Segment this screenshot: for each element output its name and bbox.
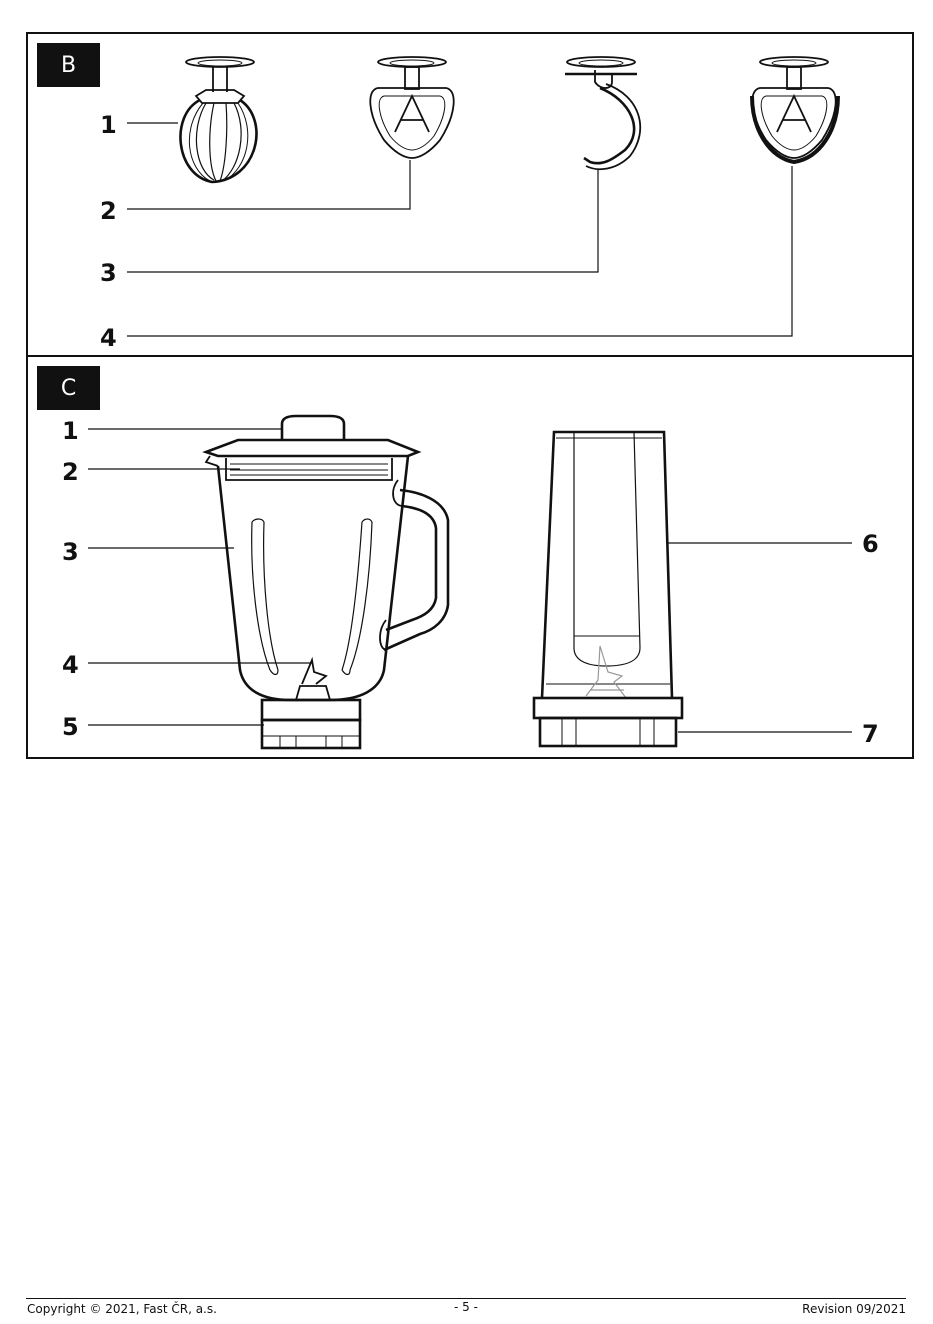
footer-copyright: Copyright © 2021, Fast ČR, a.s.: [27, 1302, 217, 1316]
callout-b-3: 3: [100, 259, 117, 287]
callout-c-6: 6: [862, 530, 879, 558]
dough-hook-illustration: [565, 57, 640, 169]
whisk-illustration: [180, 57, 256, 182]
callout-c-1: 1: [62, 417, 79, 445]
blender-jar-illustration: [206, 416, 448, 748]
flex-beater-illustration: [752, 57, 838, 162]
callout-c-7: 7: [862, 720, 879, 748]
page-footer: [26, 1298, 906, 1316]
callout-c-4: 4: [62, 651, 79, 679]
personal-blender-illustration: [534, 432, 682, 746]
callout-b-1: 1: [100, 111, 117, 139]
callout-b-4: 4: [100, 324, 117, 352]
footer-revision: Revision 09/2021: [802, 1302, 906, 1316]
section-label-b: B: [37, 43, 100, 87]
callout-b-2: 2: [100, 197, 117, 225]
footer-page-number: - 5 -: [454, 1300, 478, 1314]
flat-beater-illustration: [370, 57, 453, 158]
callout-c-5: 5: [62, 713, 79, 741]
callout-c-2: 2: [62, 458, 79, 486]
callout-c-3: 3: [62, 538, 79, 566]
section-label-c: C: [37, 366, 100, 410]
